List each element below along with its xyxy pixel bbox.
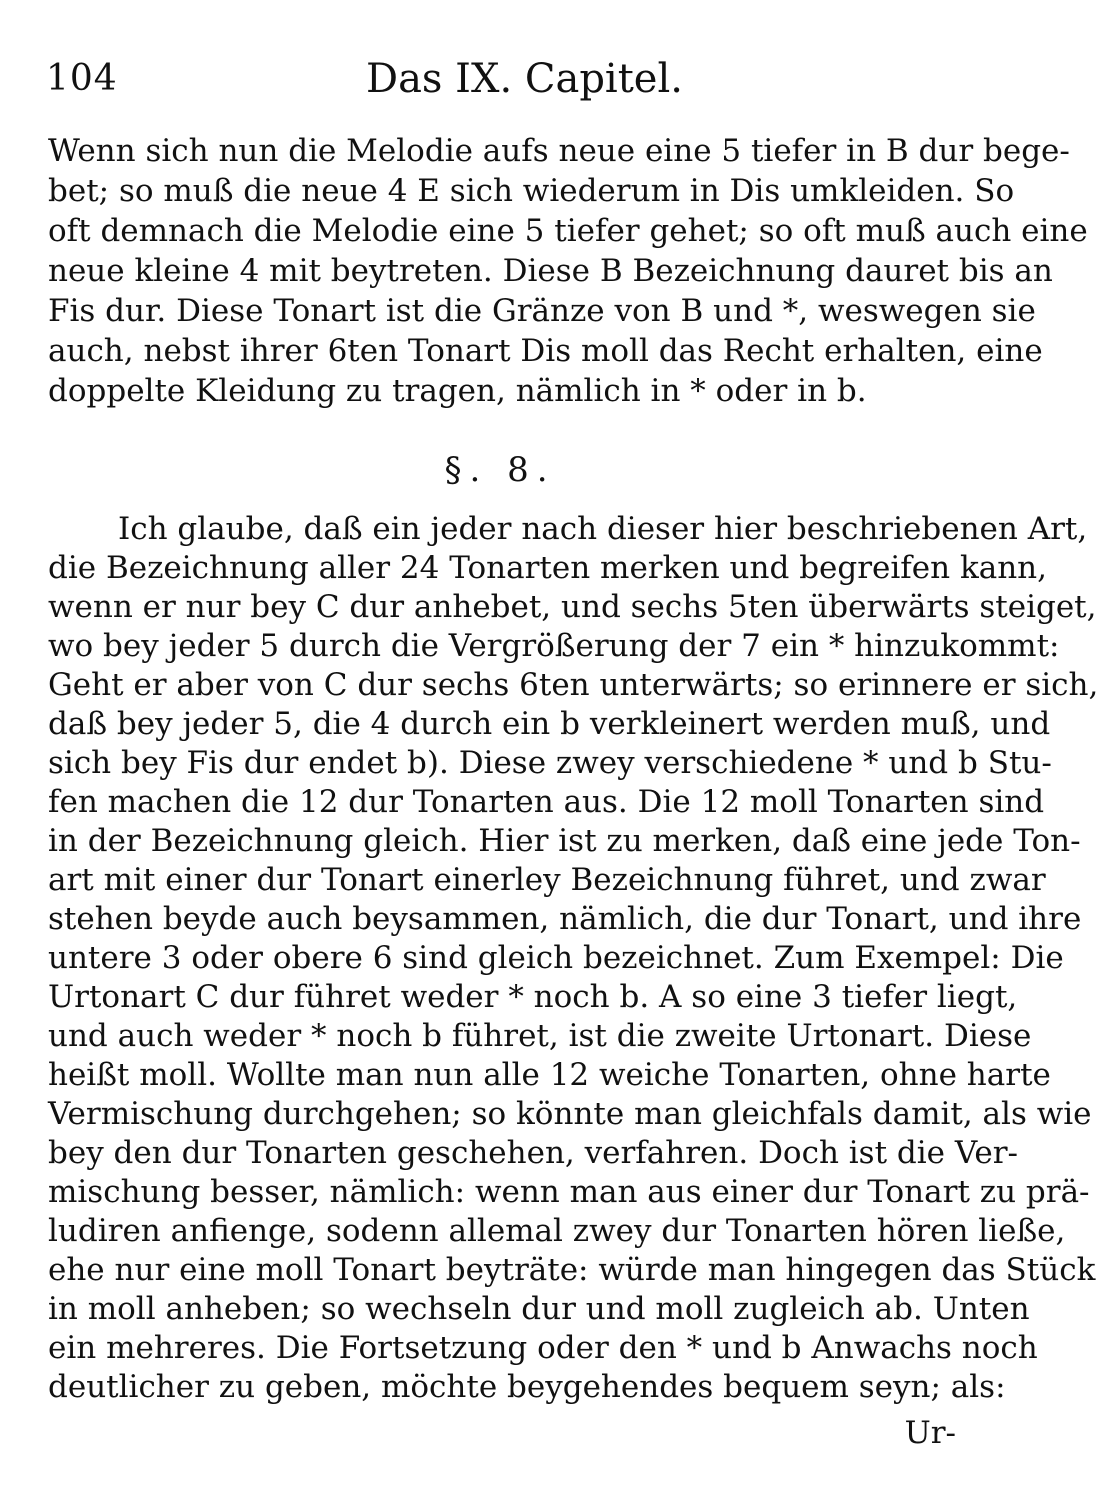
text-line: fen machen die 12 dur Tonarten aus. Die 12 moll Tonarten sind bbox=[48, 784, 1045, 820]
text-line: Urtonart C dur führet weder * noch b. A so eine 3 tiefer liegt, bbox=[48, 979, 1018, 1015]
text-line: ehe nur eine moll Tonart beyträte: würde man hingegen das Stück bbox=[48, 1252, 1096, 1288]
text-line: doppelte Kleidung zu tragen, nämlich in * oder in b. bbox=[48, 373, 867, 409]
text-line: wenn er nur bey C dur anhebet, und sechs 5ten überwärts steiget, bbox=[48, 589, 1097, 625]
text-line: Fis dur. Diese Tonart ist die Gränze von B und *, weswegen sie bbox=[48, 293, 1036, 329]
page-header bbox=[46, 58, 956, 108]
text-line: art mit einer dur Tonart einerley Bezeichnung führet, und zwar bbox=[48, 862, 1046, 898]
text-line: untere 3 oder obere 6 sind gleich bezeichnet. Zum Exempel: Die bbox=[48, 940, 1064, 976]
text-line: deutlicher zu geben, möchte beygehendes bequem seyn; als: bbox=[48, 1369, 1006, 1405]
text-line: bet; so muß die neue 4 E sich wiederum in Dis umkleiden. So bbox=[48, 173, 1015, 209]
text-line: Geht er aber von C dur sechs 6ten unterwärts; so erinnere er sich, bbox=[48, 667, 1098, 703]
text-line: heißt moll. Wollte man nun alle 12 weiche Tonarten, ohne harte bbox=[48, 1057, 1051, 1093]
text-line: Ich glaube, daß ein jeder nach dieser hier beschriebenen Art, bbox=[118, 511, 1088, 547]
text-line: und auch weder * noch b führet, ist die zweite Urtonart. Diese bbox=[48, 1018, 1032, 1054]
text-line: neue kleine 4 mit beytreten. Diese B Bezeichnung dauret bis an bbox=[48, 253, 1053, 289]
running-head: Das IX. Capitel. bbox=[366, 56, 683, 102]
text-line: sich bey Fis dur endet b). Diese zwey verschiedene * und b Stu- bbox=[48, 745, 1052, 781]
text-line: in der Bezeichnung gleich. Hier ist zu merken, daß eine jede Ton- bbox=[48, 823, 1081, 859]
page-number: 104 bbox=[46, 58, 118, 99]
text-line: ludiren anfienge, sodenn allemal zwey dur Tonarten hören ließe, bbox=[48, 1213, 1066, 1249]
text-line: Wenn sich nun die Melodie aufs neue eine 5 tiefer in B dur bege- bbox=[48, 133, 1070, 169]
text-line: mischung besser, nämlich: wenn man aus einer dur Tonart zu prä- bbox=[48, 1174, 1090, 1210]
text-line: wo bey jeder 5 durch die Vergrößerung der 7 ein * hinzukommt: bbox=[48, 628, 1060, 664]
text-line: oft demnach die Melodie eine 5 tiefer gehet; so oft muß auch eine bbox=[48, 213, 1088, 249]
text-line: in moll anheben; so wechseln dur und moll zugleich ab. Unten bbox=[48, 1291, 1030, 1327]
text-line: bey den dur Tonarten geschehen, verfahren. Doch ist die Ver- bbox=[48, 1135, 1019, 1171]
catchword: Ur- bbox=[904, 1415, 956, 1451]
text-line: stehen beyde auch beysammen, nämlich, die dur Tonart, und ihre bbox=[48, 901, 1082, 937]
section-heading: §. 8. bbox=[444, 450, 556, 490]
text-line: auch, nebst ihrer 6ten Tonart Dis moll das Recht erhalten, eine bbox=[48, 333, 1043, 369]
text-line: daß bey jeder 5, die 4 durch ein b verkleinert werden muß, und bbox=[48, 706, 1051, 742]
text-line: die Bezeichnung aller 24 Tonarten merken und begreifen kann, bbox=[48, 550, 1047, 586]
text-line: Vermischung durchgehen; so könnte man gleichfals damit, als wie bbox=[48, 1096, 1092, 1132]
text-line: ein mehreres. Die Fortsetzung oder den * und b Anwachs noch bbox=[48, 1330, 1038, 1366]
